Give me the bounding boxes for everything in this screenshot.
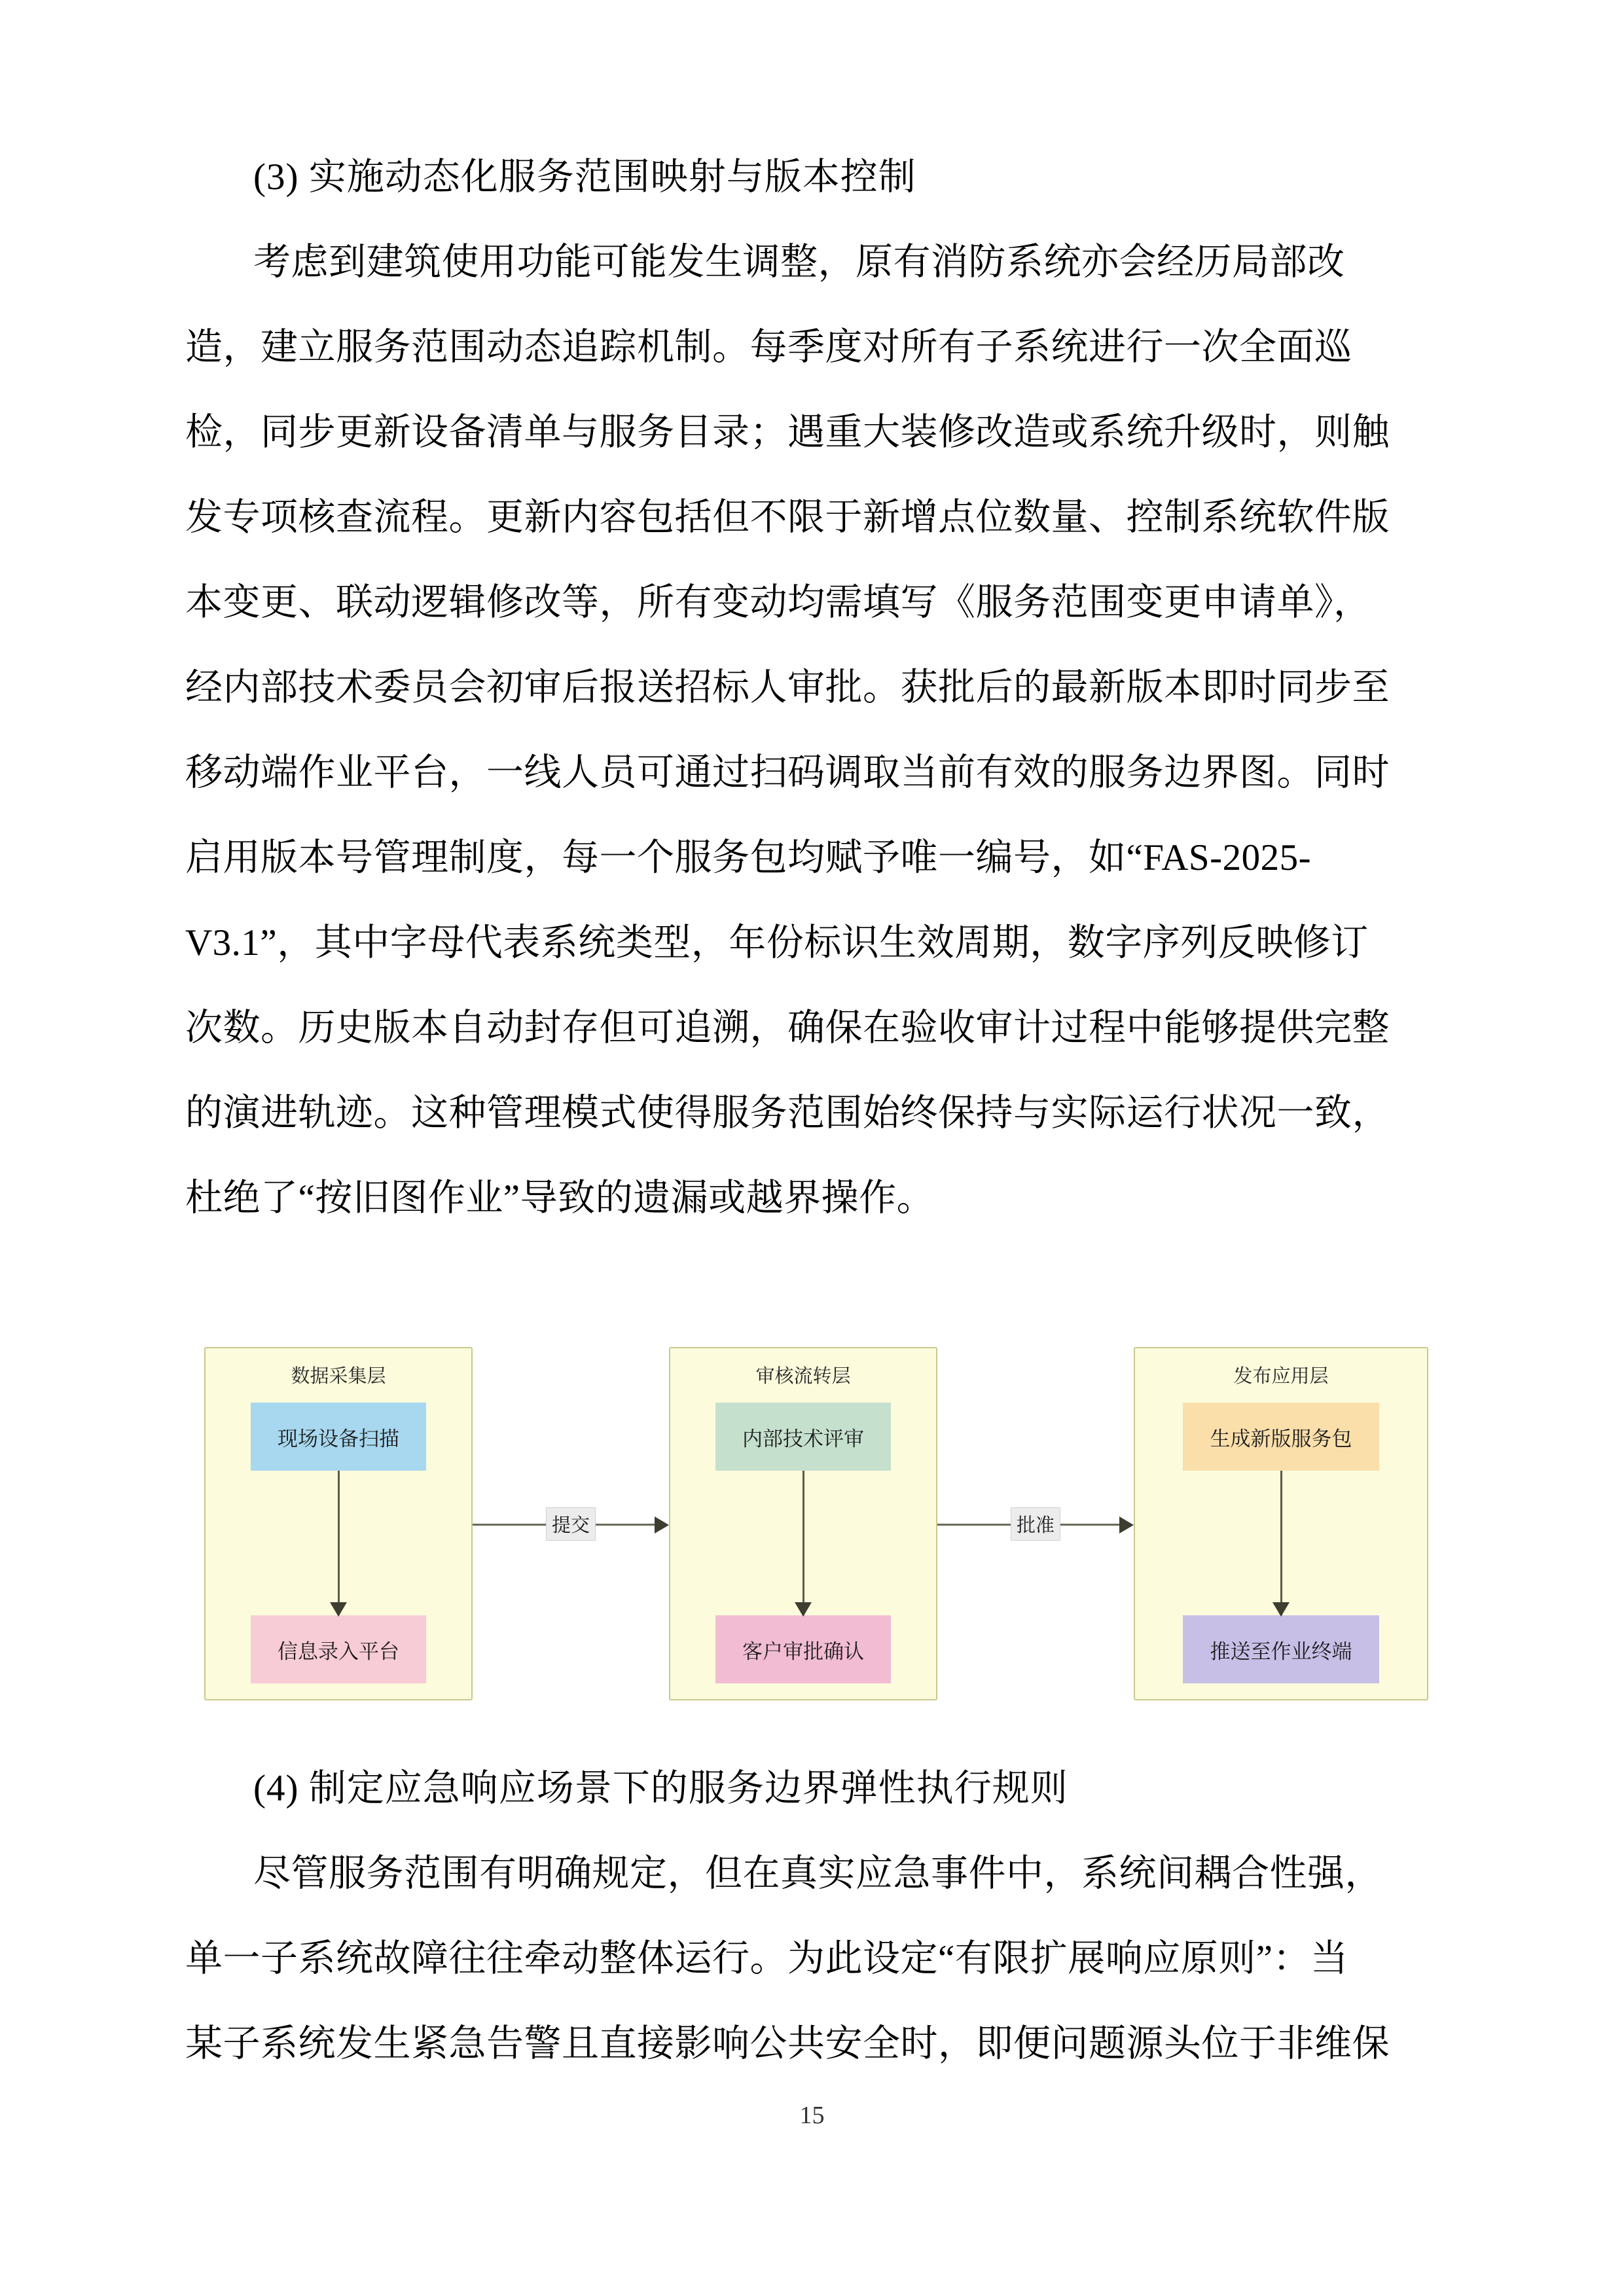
cluster-title: 数据采集层 [291, 1366, 386, 1387]
paragraph-line: 考虑到建筑使用功能可能发生调整，原有消防系统亦会经历局部改 [253, 242, 1345, 283]
flow-node-field-device-scan[interactable] [251, 1403, 426, 1471]
page-content-lower [185, 1746, 1442, 2087]
flow-node-label: 生成新版服务包 [1210, 1427, 1352, 1450]
flow-cluster-review-routing [669, 1347, 937, 1700]
flow-arrow-down-icon [338, 1471, 340, 1615]
flow-connector-approve [937, 1347, 1134, 1700]
flow-arrow-down-icon [1280, 1471, 1282, 1615]
flow-node-push-to-terminal[interactable] [1183, 1615, 1379, 1683]
paragraph-line: 尽管服务范围有明确规定，但在真实应急事件中，系统间耦合性强， [253, 1853, 1382, 1894]
page-number: 15 [799, 2102, 825, 2129]
flow-node-label: 客户审批确认 [742, 1640, 864, 1663]
section-4-paragraph [185, 1831, 1442, 2087]
flow-node-label: 信息录入平台 [278, 1640, 399, 1663]
flow-node-generate-new-package[interactable] [1183, 1403, 1379, 1471]
paragraph-line: 某子系统发生紧急告警且直接影响公共安全时，即便问题源头位于非维保 [185, 2023, 1390, 2064]
cluster-title: 审核流转层 [755, 1366, 851, 1387]
paragraph-line: 的演进轨迹。这种管理模式使得服务范围始终保持与实际运行状况一致， [185, 1092, 1390, 1134]
section-4-heading: (4) 制定应急响应场景下的服务边界弹性执行规则 [253, 1768, 1068, 1809]
flow-cluster-publish-apply [1134, 1347, 1428, 1700]
paragraph-line: V3.1”，其中字母代表系统类型，年份标识生效周期，数字序列反映修订 [185, 922, 1369, 963]
paragraph-line: 杜绝了“按旧图作业”导致的遗漏或越界操作。 [185, 1177, 935, 1219]
flow-edge-label: 提交 [546, 1507, 596, 1541]
flow-edge-label: 批准 [1011, 1507, 1060, 1541]
paragraph-line: 启用版本号管理制度，每一个服务包均赋予唯一编号，如“FAS-2025- [185, 837, 1312, 878]
paragraph-line: 移动端作业平台，一线人员可通过扫码调取当前有效的服务边界图。同时 [185, 752, 1390, 793]
section-3-heading: (3) 实施动态化服务范围映射与版本控制 [253, 156, 916, 198]
flow-node-internal-tech-review[interactable] [715, 1403, 891, 1471]
flow-connector-submit [473, 1347, 669, 1700]
paragraph-line: 发专项核查流程。更新内容包括但不限于新增点位数量、控制系统软件版 [185, 497, 1390, 538]
version-control-flowchart [204, 1347, 1428, 1700]
paragraph-line: 检，同步更新设备清单与服务目录；遇重大装修改造或系统升级时，则触 [185, 412, 1390, 453]
paragraph-line: 本变更、联动逻辑修改等，所有变动均需填写《服务范围变更申请单》， [185, 582, 1371, 623]
flow-arrow-down-icon [803, 1471, 804, 1615]
section-3-paragraph [185, 220, 1442, 1241]
paragraph-line: 单一子系统故障往往牵动整体运行。为此设定“有限扩展响应原则”：当 [185, 1938, 1348, 1979]
paragraph-line: 次数。历史版本自动封存但可追溯，确保在验收审计过程中能够提供完整 [185, 1007, 1390, 1049]
flow-node-label: 内部技术评审 [742, 1427, 864, 1450]
flow-cluster-data-collection [204, 1347, 473, 1700]
cluster-title: 发布应用层 [1233, 1366, 1329, 1387]
paragraph-line: 经内部技术委员会初审后报送招标人审批。获批后的最新版本即时同步至 [185, 667, 1390, 708]
page-content-upper [185, 0, 1442, 1241]
flow-node-info-entry-platform[interactable] [251, 1615, 426, 1683]
flow-node-client-approval[interactable] [715, 1615, 891, 1683]
flow-node-label: 推送至作业终端 [1210, 1640, 1352, 1663]
paragraph-line: 造，建立服务范围动态追踪机制。每季度对所有子系统进行一次全面巡 [185, 327, 1352, 368]
flow-node-label: 现场设备扫描 [278, 1427, 399, 1450]
